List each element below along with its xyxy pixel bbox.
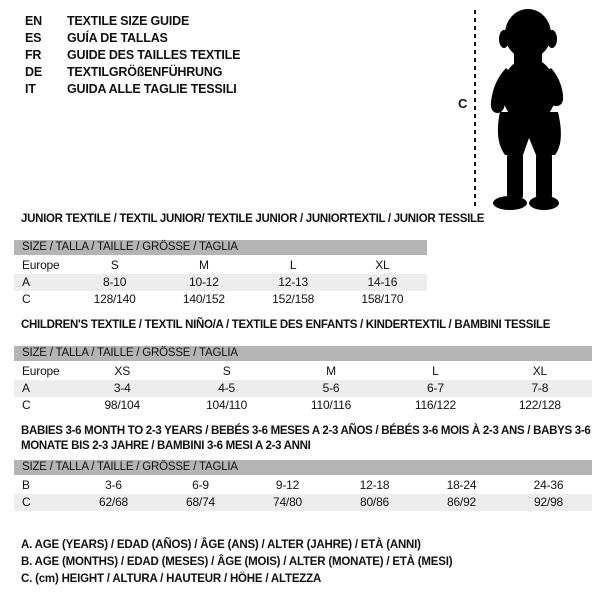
table-cell: 3-6 — [105, 478, 122, 492]
table-cell: 74/80 — [272, 495, 303, 509]
language-title-block — [25, 13, 240, 98]
table-cell: 92/98 — [533, 495, 564, 509]
table-cell: L — [289, 258, 297, 272]
table-cell: XS — [114, 364, 130, 378]
language-title: GUÍA DE TALLAS — [67, 31, 168, 45]
table-cell: 9-12 — [275, 478, 300, 492]
language-title: TEXTILE SIZE GUIDE — [67, 14, 190, 28]
legend-line: B. AGE (MONTHS) / EDAD (MESES) / ÂGE (MOIS) / ALTER (MONATE) / ETÀ (MESI) — [21, 556, 453, 568]
size-header-band: SIZE / TALLA / TAILLE / GRÖSSE / TAGLIA — [14, 346, 592, 361]
table-cell: 128/140 — [93, 292, 136, 306]
size-table-section — [14, 318, 592, 414]
language-code: DE — [25, 65, 42, 79]
table-cell: S — [222, 364, 231, 378]
legend-line: A. AGE (YEARS) / EDAD (AÑOS) / ÂGE (ANS) / ALTER (JAHRE) / ETÀ (ANNI) — [21, 539, 421, 551]
language-code: FR — [25, 48, 42, 62]
language-row — [25, 47, 240, 64]
table-cell: 104/110 — [206, 398, 248, 412]
row-label: C — [22, 495, 31, 509]
height-measure-figure — [440, 0, 600, 225]
table-row — [14, 363, 592, 380]
table-cell: 152/158 — [272, 292, 315, 306]
size-header-band: SIZE / TALLA / TAILLE / GRÖSSE / TAGLIA — [14, 240, 427, 255]
table-cell: 12-18 — [359, 478, 390, 492]
row-label: C — [22, 398, 31, 412]
table-cell: 14-16 — [367, 275, 398, 289]
language-row — [25, 81, 240, 98]
table-title: BABIES 3-6 MONTH TO 2-3 YEARS / BEBÉS 3-6 MESES A 2-3 AÑOS / BÉBÉS 3-6 MOIS À 2-3 ANS / BABYS 3-6 MONATE BIS 2-3 JAHRE / BAMBINI 3-6 MESI A 2-3 ANNI — [21, 425, 591, 452]
table-cell: 10-12 — [189, 275, 219, 289]
toddler-silhouette-icon — [484, 6, 576, 212]
row-label: C — [22, 292, 31, 306]
language-row — [25, 30, 240, 47]
table-cell: 122/128 — [518, 398, 561, 412]
language-row — [25, 64, 240, 81]
size-table-section — [14, 212, 592, 308]
table-cell: 140/152 — [182, 292, 225, 306]
table-cell: 110/116 — [310, 398, 352, 412]
table-cell: 158/170 — [361, 292, 404, 306]
size-header-band: SIZE / TALLA / TAILLE / GRÖSSE / TAGLIA — [14, 460, 592, 475]
table-cell: 4-5 — [218, 381, 235, 395]
language-code: EN — [25, 14, 42, 28]
language-title: TEXTILGRÖßENFÜHRUNG — [67, 65, 223, 79]
height-marker-label: C — [458, 96, 468, 111]
table-row — [14, 257, 427, 274]
table-cell: S — [110, 258, 119, 272]
table-title: JUNIOR TEXTILE / TEXTIL JUNIOR/ TEXTILE JUNIOR / JUNIORTEXTIL / JUNIOR TESSILE — [21, 213, 485, 225]
language-code: IT — [25, 82, 36, 96]
table-cell: 68/74 — [185, 495, 216, 509]
table-row — [14, 477, 592, 494]
table-cell: 7-8 — [531, 381, 549, 395]
table-cell: 3-4 — [113, 381, 131, 395]
table-cell: 18-24 — [446, 478, 477, 492]
language-row — [25, 13, 240, 30]
row-label: Europe — [22, 258, 60, 272]
language-title: GUIDA ALLE TAGLIE TESSILI — [67, 82, 237, 96]
table-cell: 5-6 — [322, 381, 340, 395]
table-cell: 62/68 — [98, 495, 129, 509]
table-cell: 24-36 — [533, 478, 564, 492]
legend-line: C. (cm) HEIGHT / ALTURA / HAUTEUR / HÖHE / ALTEZZA — [21, 573, 322, 585]
size-table-section — [14, 424, 592, 511]
table-cell: 80/86 — [359, 495, 390, 509]
language-title: GUIDE DES TAILLES TEXTILE — [67, 48, 241, 62]
table-title: CHILDREN'S TEXTILE / TEXTIL NIÑO/A / TEXTILE DES ENFANTS / KINDERTEXTIL / BAMBINI TESSILE — [21, 319, 551, 331]
table-cell: XL — [375, 258, 390, 272]
table-cell: 6-9 — [192, 478, 209, 492]
row-label: A — [22, 381, 30, 395]
table-row — [14, 397, 592, 414]
height-dashed-line — [474, 10, 476, 206]
table-row — [14, 274, 427, 291]
table-cell: M — [326, 364, 336, 378]
row-label: B — [22, 478, 30, 492]
table-row — [14, 494, 592, 511]
table-cell: L — [432, 364, 439, 378]
table-cell: 116/122 — [414, 398, 456, 412]
table-cell: 6-7 — [427, 381, 444, 395]
table-cell: M — [198, 258, 209, 272]
row-label: A — [22, 275, 30, 289]
legend-block — [21, 537, 452, 588]
table-cell: XL — [532, 364, 547, 378]
language-code: ES — [25, 31, 42, 45]
table-cell: 8-10 — [103, 275, 127, 289]
table-cell: 12-13 — [278, 275, 308, 289]
table-row — [14, 291, 427, 308]
row-label: Europe — [22, 364, 60, 378]
table-cell: 98/104 — [104, 398, 140, 412]
table-cell: 86/92 — [446, 495, 477, 509]
table-row — [14, 380, 592, 397]
